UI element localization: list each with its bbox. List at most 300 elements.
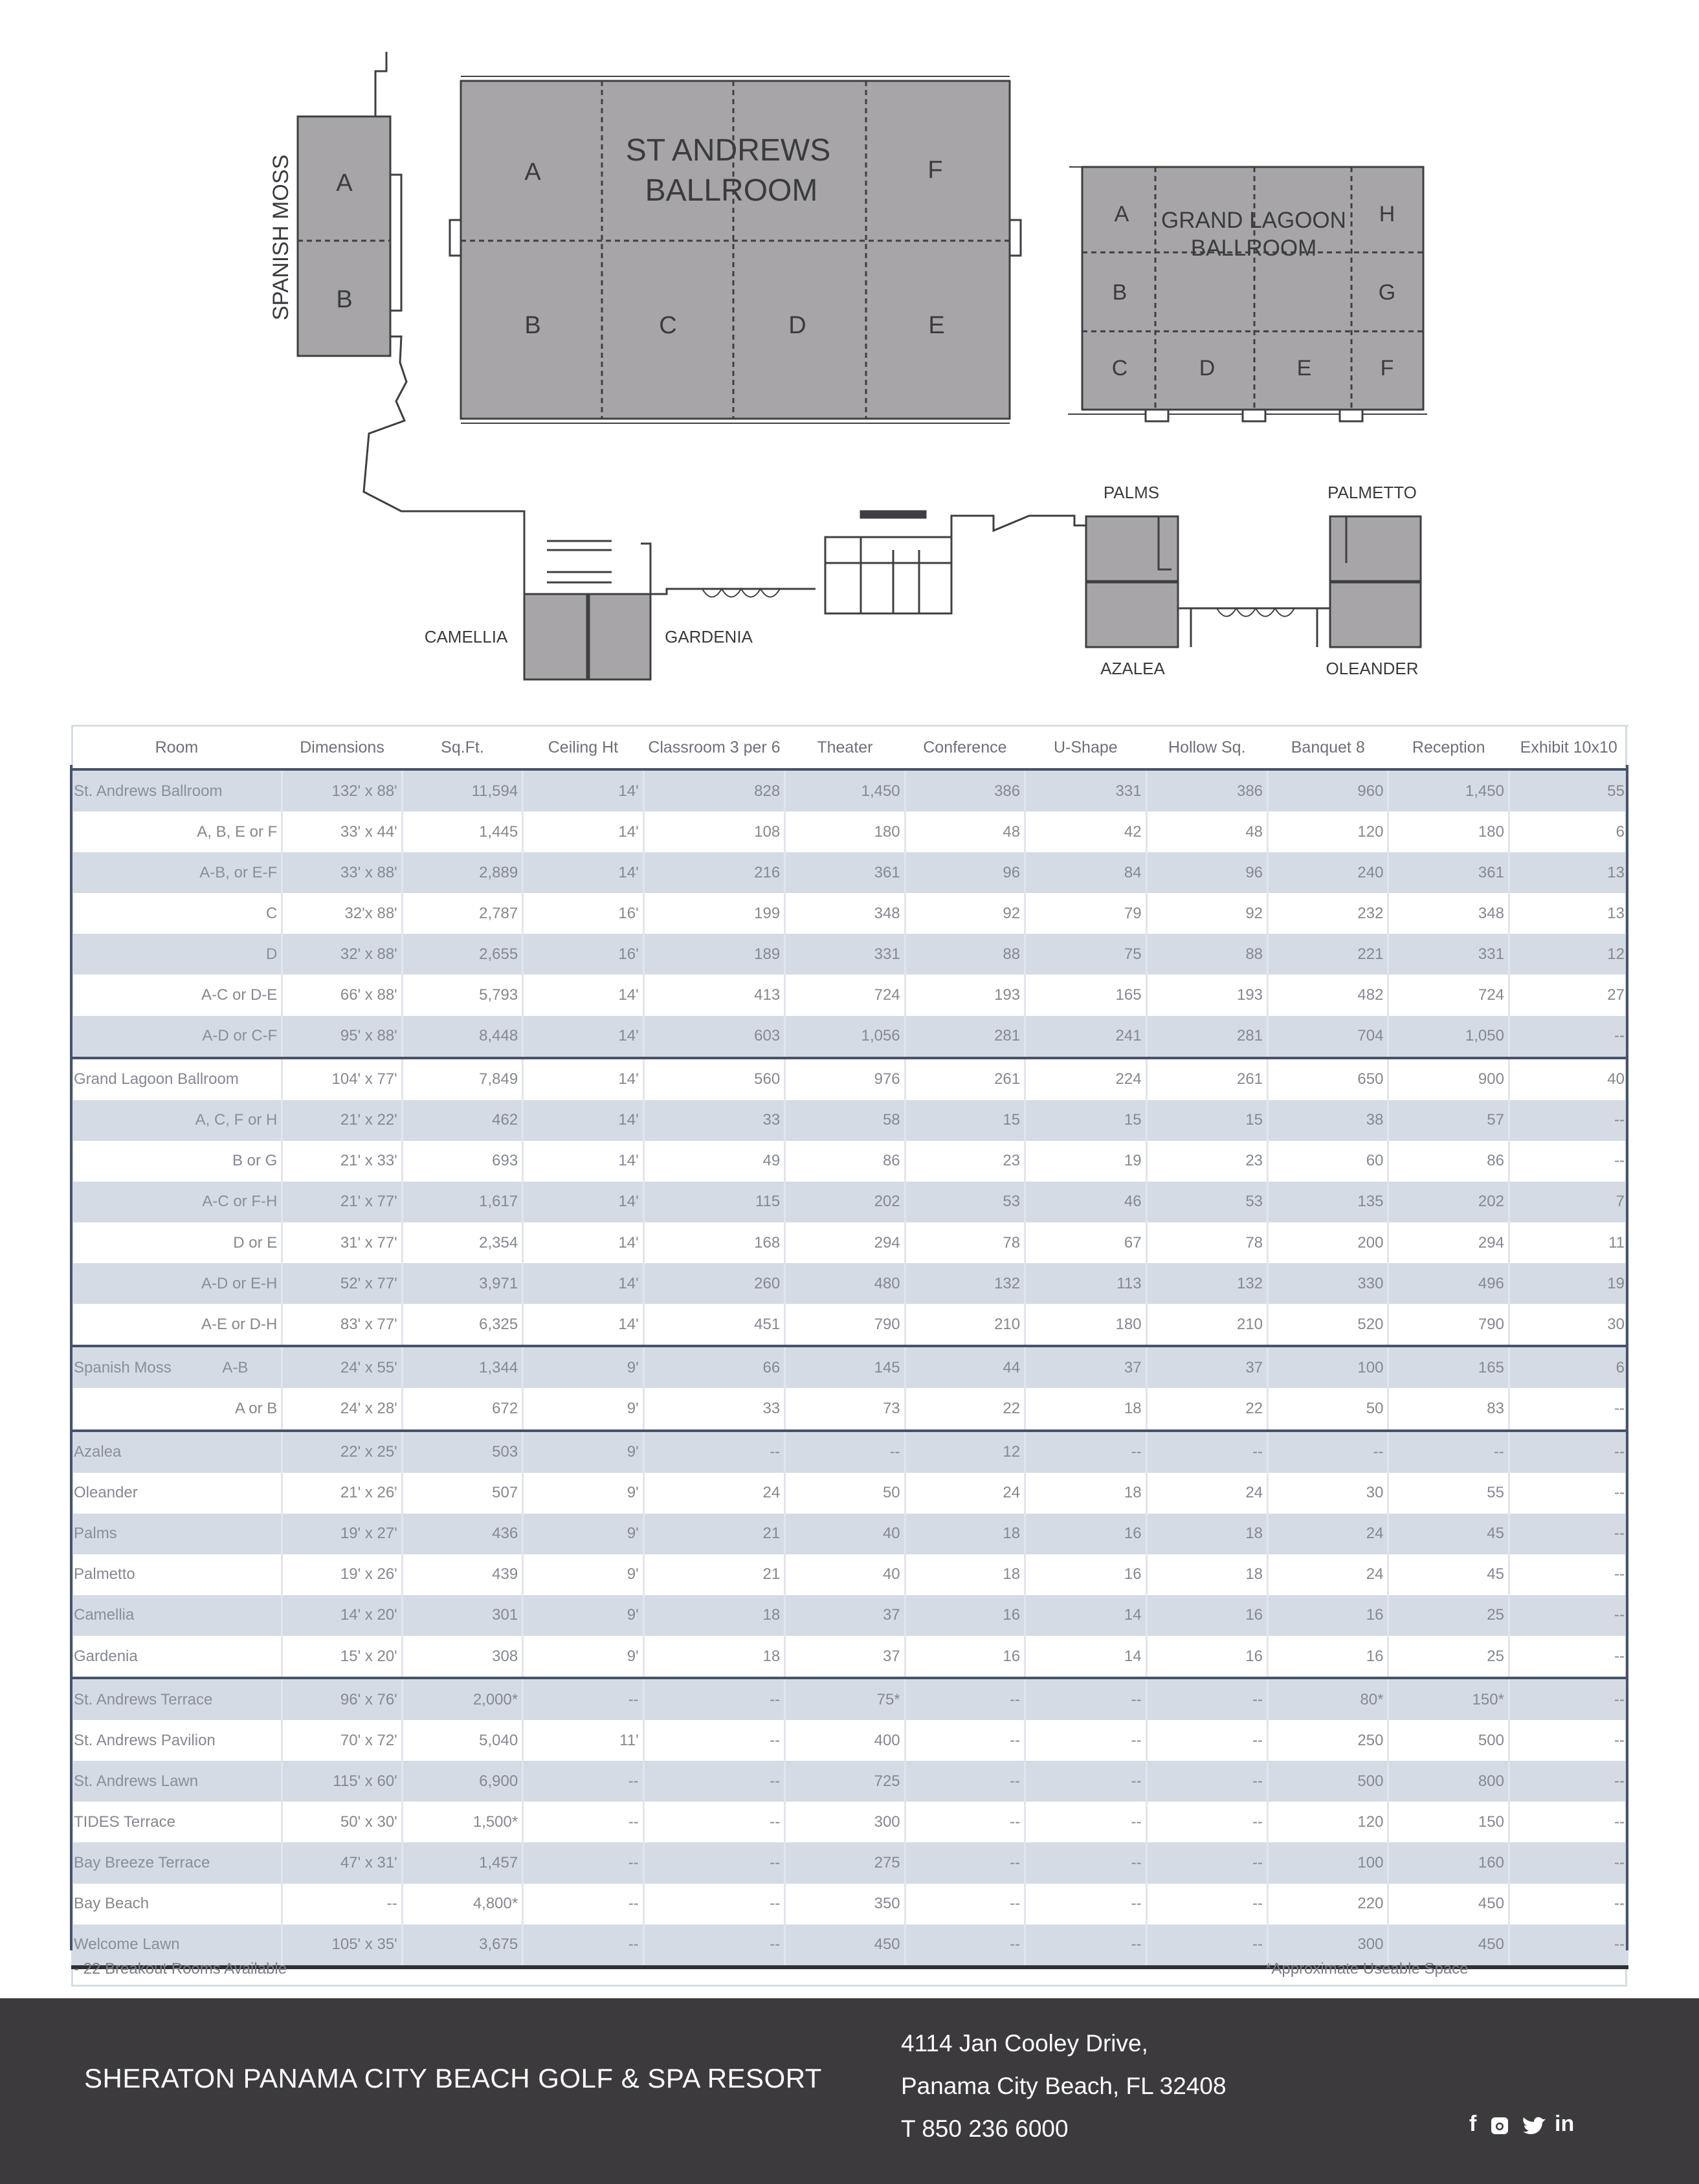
facebook-icon[interactable]: f [1469,2112,1477,2136]
table-cell: -- [1025,1884,1146,1925]
table-cell: 21' x 77' [282,1182,402,1222]
table-cell: -- [1388,1431,1509,1473]
table-cell: 16 [1025,1514,1146,1554]
table-cell: -- [1025,1802,1146,1842]
table-cell: 724 [1388,975,1509,1015]
table-cell: 31' x 77' [282,1222,402,1263]
table-cell: -- [1025,1431,1146,1473]
table-cell: 105' x 35' [282,1925,402,1967]
table-cell: -- [1614,1399,1625,1417]
table-cell: 21 [643,1554,785,1595]
table-cell: -- [643,1925,785,1967]
table-row [71,1431,1628,1473]
table-cell: 45 [1388,1514,1509,1554]
table-cell: 500 [1268,1761,1388,1802]
table-cell: 55 [1509,769,1628,811]
table-cell: 790 [1388,1304,1509,1346]
table-cell: 400 [785,1720,905,1761]
table-cell: 86 [785,1141,905,1182]
grand-lagoon-section: A [1114,202,1129,226]
table-cell: 200 [1268,1222,1388,1263]
table-cell: -- [1614,1647,1625,1665]
resort-name: SHERATON PANAMA CITY BEACH GOLF & SPA RESORT [84,2063,822,2093]
table-cell: 19 [1025,1141,1146,1182]
grand-lagoon-room [1082,167,1423,410]
table-cell: 33' x 44' [282,811,402,852]
table-cell: 330 [1268,1263,1388,1304]
table-cell: 6 [1616,822,1625,841]
table-cell: -- [1146,1678,1267,1720]
table-cell: 7,849 [402,1058,522,1100]
table-cell: 57 [1388,1100,1509,1141]
table-cell: 13 [1509,852,1628,893]
table-cell: 88 [1146,934,1267,975]
table-cell: 241 [1025,1016,1146,1058]
table-cell: 9' [523,1554,643,1595]
column-header: Ceiling Ht [523,726,643,770]
breakout-note: - 22 Breakout Rooms Available [74,1960,287,1978]
table-cell: 50' x 30' [282,1802,402,1842]
palms-room [1086,516,1178,581]
table-cell: 14' [523,811,643,852]
table-cell: 693 [402,1141,522,1182]
grand-lagoon-section: G [1378,280,1396,305]
table-cell: 80* [1268,1678,1388,1720]
approximate-note: *Approximate Useable Space [1265,1960,1469,1978]
grand-lagoon-section: F [1380,356,1394,381]
table-cell: 220 [1268,1884,1388,1925]
table-cell: -- [905,1720,1025,1761]
table-cell: -- [282,1884,402,1925]
table-cell: 30 [1607,1315,1625,1333]
table-cell: 44 [905,1346,1025,1388]
table-cell: 14 [1025,1636,1146,1678]
table-cell: -- [1509,1761,1628,1802]
table-cell: -- [1146,1720,1267,1761]
table-cell: -- [643,1678,785,1720]
table-cell: -- [1614,1484,1625,1502]
table-border-left [70,765,72,1950]
twitter-icon[interactable] [1522,2116,1547,2137]
table-cell: 79 [1025,893,1146,934]
table-cell: -- [905,1925,1025,1967]
table-cell: 95' x 88' [282,1016,402,1058]
table-cell: 13 [1607,904,1625,922]
table-cell: 83 [1388,1388,1509,1430]
table-cell: 650 [1268,1058,1388,1100]
table-cell: 84 [1025,852,1146,893]
table-cell: 560 [643,1058,785,1100]
table-row [71,1720,1628,1761]
table-cell: 40 [785,1554,905,1595]
table-cell: -- [1509,1595,1628,1636]
table-cell: -- [1509,1431,1628,1473]
table-row [71,1141,1628,1182]
table-cell: -- [523,1761,643,1802]
table-cell: 180 [785,811,905,852]
table-cell: 37 [1025,1346,1146,1388]
table-cell: 480 [785,1263,905,1304]
room-name-cell: Gardenia [71,1636,282,1678]
table-cell: 16 [1025,1554,1146,1595]
table-cell: 202 [785,1182,905,1222]
table-cell: 2,354 [402,1222,522,1263]
table-cell: 6,325 [402,1304,522,1346]
room-name-cell: Welcome Lawn [71,1925,282,1967]
table-cell: 16 [1146,1636,1267,1678]
room-name-cell: C [71,893,282,934]
grand-lagoon-section: H [1379,202,1395,226]
table-cell: 16 [1268,1595,1388,1636]
column-header: Sq.Ft. [402,726,522,770]
room-name-cell: A or B [71,1388,282,1430]
table-cell: 19 [1509,1263,1628,1304]
table-cell: 104' x 77' [282,1058,402,1100]
table-cell: 145 [785,1346,905,1388]
table-cell: 24' x 28' [282,1388,402,1430]
table-cell: 48 [905,811,1025,852]
table-cell: 1,450 [1388,769,1509,811]
room-name-cell: TIDES Terrace [71,1802,282,1842]
table-cell: 14 [1025,1595,1146,1636]
table-cell: 1,344 [402,1346,522,1388]
table-cell: 45 [1388,1554,1509,1595]
palmetto-room [1330,516,1421,581]
table-cell: 7 [1509,1182,1628,1222]
table-cell: 33' x 88' [282,852,402,893]
table-cell: 37 [1146,1346,1267,1388]
room-name-cell: A-B, or E-F [71,852,282,893]
camellia-room [524,594,587,679]
column-header: Reception [1388,726,1509,770]
table-cell: 3,675 [402,1925,522,1967]
table-cell: 78 [905,1222,1025,1263]
room-name-cell: St. Andrews Lawn [71,1761,282,1802]
table-cell: 21' x 26' [282,1473,402,1514]
table-cell: 1,617 [402,1182,522,1222]
table-cell: 348 [785,893,905,934]
address-line-2: Panama City Beach, FL 32408 [901,2073,1227,2099]
table-cell: 96 [905,852,1025,893]
table-cell: 24 [643,1473,785,1514]
table-cell: 132 [1146,1263,1267,1304]
instagram-icon[interactable] [1490,2116,1509,2135]
azalea-room [1086,582,1178,647]
table-cell: 482 [1268,975,1388,1015]
st-andrews-title-2: BALLROOM [645,173,818,208]
table-row [71,1016,1628,1058]
table-cell: 12 [1509,934,1628,975]
table-cell: 386 [905,769,1025,811]
table-cell: -- [523,1884,643,1925]
table-cell: 5,040 [402,1720,522,1761]
table-cell: -- [643,1761,785,1802]
table-row [71,1761,1628,1802]
column-header: Room [71,726,282,770]
table-row [71,811,1628,852]
linkedin-icon[interactable]: in [1555,2112,1575,2136]
table-cell: 210 [905,1304,1025,1346]
table-cell: 132 [905,1263,1025,1304]
table-cell: -- [905,1842,1025,1883]
spanish-moss-label: SPANISH MOSS [269,154,293,321]
table-cell: 281 [1146,1016,1267,1058]
st-andrews-section: B [524,312,541,339]
table-cell: 1,445 [402,811,522,852]
table-cell: 18 [905,1554,1025,1595]
table-cell: 9' [523,1388,643,1430]
table-cell: 37 [785,1595,905,1636]
table-cell: 2,655 [402,934,522,975]
table-cell: 15 [1146,1100,1267,1141]
table-cell: 180 [1388,811,1509,852]
column-header: Banquet 8 [1268,726,1388,770]
gardenia-label: GARDENIA [665,627,753,646]
table-cell: 23 [1146,1141,1267,1182]
table-cell: 232 [1268,893,1388,934]
table-row [71,1884,1628,1925]
floor-plan [0,0,1699,699]
address-line-1: 4114 Jan Cooley Drive, [901,2030,1148,2057]
st-andrews-section: A [524,159,541,186]
table-cell: 120 [1268,1802,1388,1842]
table-cell: 436 [402,1514,522,1554]
table-cell: 24 [905,1473,1025,1514]
table-cell: 300 [785,1802,905,1842]
table-cell: 168 [643,1222,785,1263]
table-border-right [1626,765,1628,1950]
table-cell: 2,000* [402,1678,522,1720]
table-row [71,1678,1628,1720]
room-name-cell: St. Andrews Pavilion [71,1720,282,1761]
palms-label: PALMS [1103,483,1160,502]
table-cell: 301 [402,1595,522,1636]
table-cell: -- [1025,1720,1146,1761]
table-cell: 216 [643,852,785,893]
table-cell: 413 [643,975,785,1015]
table-cell: 361 [1388,852,1509,893]
table-cell: 60 [1268,1141,1388,1182]
table-cell: 33 [643,1100,785,1141]
grand-lagoon-section: E [1296,356,1312,381]
table-cell: 30 [1268,1473,1388,1514]
table-row [71,1182,1628,1222]
table-cell: 331 [1025,769,1146,811]
table-cell: 202 [1388,1182,1509,1222]
table-cell: 160 [1388,1842,1509,1883]
table-cell: 1,457 [402,1842,522,1883]
table-cell: 14' x 20' [282,1595,402,1636]
st-andrews-title: ST ANDREWS [625,133,831,168]
table-cell: 19' x 27' [282,1514,402,1554]
table-cell: 520 [1268,1304,1388,1346]
table-cell: 361 [785,852,905,893]
table-cell: 14' [523,1263,643,1304]
table-cell: 75 [1025,934,1146,975]
table-cell: 16 [905,1636,1025,1678]
camellia-label: CAMELLIA [424,627,508,646]
azalea-label: AZALEA [1100,659,1165,678]
capacity-table [71,725,1628,1969]
room-name-cell: A-E or D-H [71,1304,282,1346]
table-cell: 976 [785,1058,905,1100]
table-cell: 193 [905,975,1025,1015]
table-row [71,1263,1628,1304]
table-cell: 21' x 22' [282,1100,402,1141]
room-name-cell: Grand Lagoon Ballroom [71,1058,282,1100]
oleander-label: OLEANDER [1326,659,1419,678]
table-cell: 48 [1146,811,1267,852]
table-row [71,1802,1628,1842]
table-cell: 6,900 [402,1761,522,1802]
table-cell: -- [1146,1761,1267,1802]
table-cell: 180 [1025,1304,1146,1346]
table-row [71,1514,1628,1554]
table-cell: 18 [1146,1514,1267,1554]
table-cell: 11' [523,1720,643,1761]
table-cell: 24' x 55' [282,1346,402,1388]
column-header: Exhibit 10x10 [1509,726,1628,770]
table-cell: 725 [785,1761,905,1802]
column-header: Dimensions [282,726,402,770]
oleander-room [1330,582,1421,647]
table-cell: 2,787 [402,893,522,934]
table-cell: 8,448 [402,1016,522,1058]
table-cell: 3,971 [402,1263,522,1304]
table-cell: 331 [785,934,905,975]
table-cell: 150 [1388,1802,1509,1842]
table-cell: 100 [1268,1842,1388,1883]
room-name-cell: Palms [71,1514,282,1554]
table-cell: 507 [402,1473,522,1514]
table-cell: 451 [643,1304,785,1346]
table-cell: 224 [1025,1058,1146,1100]
table-cell: 14' [523,1141,643,1182]
table-cell: 1,450 [785,769,905,811]
table-cell: 88 [905,934,1025,975]
room-name-cell: Bay Breeze Terrace [71,1842,282,1883]
table-cell: 25 [1388,1636,1509,1678]
table-cell: 500 [1388,1720,1509,1761]
column-header: Conference [905,726,1025,770]
table-cell: 6 [1509,1346,1628,1388]
table-cell: 450 [785,1925,905,1967]
table-cell: 9' [523,1514,643,1554]
table-cell: 15' x 20' [282,1636,402,1678]
table-cell: 275 [785,1842,905,1883]
table-cell: 16 [1146,1595,1267,1636]
table-cell: 32' x 88' [282,934,402,975]
table-cell: 672 [402,1388,522,1430]
grand-lagoon-section: C [1111,356,1128,381]
table-cell: 386 [1146,769,1267,811]
table-cell: -- [1268,1431,1388,1473]
palmetto-label: PALMETTO [1327,483,1417,502]
table-cell: 96' x 76' [282,1678,402,1720]
table-cell: 24 [1146,1473,1267,1514]
table-cell: 294 [1388,1222,1509,1263]
table-row [71,769,1628,811]
table-cell: 18 [643,1636,785,1678]
table-cell: 2,889 [402,852,522,893]
column-header: Hollow Sq. [1146,726,1267,770]
table-cell: 18 [1146,1554,1267,1595]
table-cell: 25 [1388,1595,1509,1636]
table-row [71,1636,1628,1678]
room-name-cell: Palmetto [71,1554,282,1595]
table-cell: 135 [1268,1182,1388,1222]
table-cell: 100 [1268,1346,1388,1388]
table-cell: 22 [905,1388,1025,1430]
table-cell: 47' x 31' [282,1842,402,1883]
table-cell: 165 [1025,975,1146,1015]
table-cell: 18 [905,1514,1025,1554]
room-name-cell: Camellia [71,1595,282,1636]
table-cell: 18 [1025,1388,1146,1430]
table-cell: -- [1025,1925,1146,1967]
room-name-cell: Spanish Moss A-B [71,1346,282,1388]
table-cell: 22' x 25' [282,1431,402,1473]
table-cell: 96 [1146,852,1267,893]
table-cell: -- [905,1802,1025,1842]
table-cell: -- [1509,1842,1628,1883]
table-cell: -- [1146,1842,1267,1883]
table-cell: 1,500* [402,1802,522,1842]
table-cell: 800 [1388,1761,1509,1802]
table-cell: 37 [785,1636,905,1678]
table-cell: 150* [1388,1678,1509,1720]
table-cell: 439 [402,1554,522,1595]
table-cell: 46 [1025,1182,1146,1222]
table-row [71,1346,1628,1388]
room-name-cell: D or E [71,1222,282,1263]
table-cell: 1,056 [785,1016,905,1058]
table-row [71,934,1628,975]
table-cell: -- [643,1720,785,1761]
table-cell: 24 [1268,1514,1388,1554]
table-cell: 261 [1146,1058,1267,1100]
table-cell: 15 [905,1100,1025,1141]
table-cell: -- [1509,1016,1628,1058]
room-name-cell: A-D or C-F [71,1016,282,1058]
table-cell: 250 [1268,1720,1388,1761]
table-cell: 14' [523,769,643,811]
footer [0,1998,1699,2184]
grand-lagoon-section: D [1199,356,1216,381]
table-cell: 240 [1268,852,1388,893]
room-name-cell: A-C or D-E [71,975,282,1015]
table-cell: -- [1614,1152,1625,1170]
table-cell: 294 [785,1222,905,1263]
table-row [71,1304,1628,1346]
table-cell: -- [905,1884,1025,1925]
room-name-cell: D [71,934,282,975]
table-cell: -- [643,1842,785,1883]
table-cell: 11,594 [402,769,522,811]
table-cell: 260 [643,1263,785,1304]
table-row [71,1222,1628,1263]
table-cell: 49 [643,1141,785,1182]
table-cell: 16 [1268,1636,1388,1678]
table-cell: 92 [905,893,1025,934]
table-cell: 18 [643,1595,785,1636]
table-cell: 4,800* [402,1884,522,1925]
room-name-cell: B or G [71,1141,282,1182]
table-cell: 14' [523,1182,643,1222]
table-cell: -- [1509,1925,1628,1967]
table-cell: 790 [785,1304,905,1346]
table-cell: -- [1146,1884,1267,1925]
